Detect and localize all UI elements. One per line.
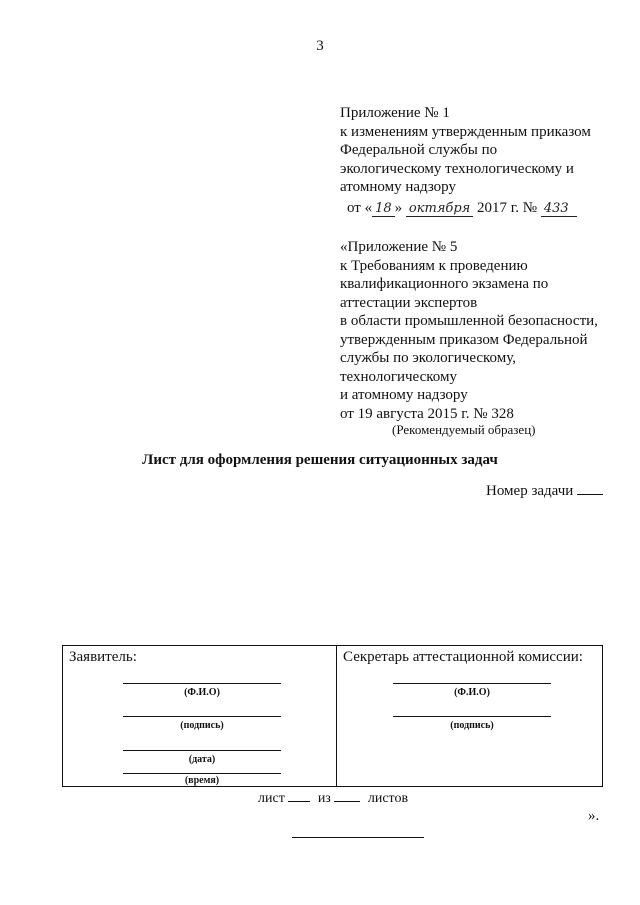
secretary-header: Секретарь аттестационной комиссии: bbox=[343, 649, 583, 665]
signature-table bbox=[62, 645, 603, 787]
appendix-5-line: технологическому bbox=[340, 368, 457, 385]
appendix-1-line: экологическому технологическому и bbox=[340, 160, 574, 177]
appendix-1-line: Федеральной службы по bbox=[340, 142, 498, 158]
field-caption: (Ф.И.О) bbox=[184, 687, 220, 698]
signature-line bbox=[123, 750, 281, 751]
date-prefix: от « bbox=[347, 199, 373, 216]
task-number-blank bbox=[577, 494, 603, 495]
applicant-signature-field bbox=[123, 716, 281, 731]
applicant-header: Заявитель: bbox=[69, 649, 137, 665]
date-year: 2017 г. № bbox=[477, 199, 538, 216]
total-sheets-blank bbox=[334, 801, 360, 802]
signature-line bbox=[393, 716, 551, 717]
field-caption: (время) bbox=[184, 775, 220, 786]
secretary-signature-field bbox=[393, 716, 551, 731]
closing-quote: ». bbox=[588, 808, 600, 824]
appendix-5-line: и атомному надзору bbox=[340, 387, 468, 403]
appendix-5-line: «Приложение № 5 bbox=[340, 239, 458, 255]
signature-line bbox=[123, 716, 281, 717]
field-caption: (подпись) bbox=[180, 720, 224, 731]
task-number-label: Номер задачи bbox=[486, 483, 574, 499]
sheets-label: листов bbox=[367, 791, 409, 806]
appendix-1-line: атомному надзору bbox=[340, 179, 456, 195]
appendix-5-line: квалификационного экзамена по bbox=[340, 276, 549, 292]
appendix-1-date-line bbox=[340, 199, 591, 218]
secretary-column bbox=[337, 646, 602, 786]
signature-line bbox=[123, 683, 281, 684]
task-number-field bbox=[486, 483, 603, 500]
appendix-5-line: в области промышленной безопасности, bbox=[340, 313, 598, 329]
applicant-date-field bbox=[123, 750, 281, 765]
sheet-label: лист bbox=[258, 791, 285, 806]
appendix-5-header bbox=[340, 238, 598, 423]
page-number: 3 bbox=[316, 38, 324, 54]
field-caption: (дата) bbox=[188, 754, 216, 765]
applicant-time-field bbox=[123, 773, 281, 786]
field-caption: (подпись) bbox=[450, 720, 494, 731]
appendix-5-line: аттестации экспертов bbox=[340, 294, 478, 311]
appendix-5-line: утвержденным приказом Федеральной bbox=[340, 331, 588, 348]
sheet-number-blank bbox=[288, 801, 310, 802]
handwritten-order-number: 433 bbox=[541, 202, 577, 217]
appendix-5-line: службы по экологическому, bbox=[340, 350, 516, 366]
applicant-name-field bbox=[123, 683, 281, 698]
sheet-count-line bbox=[258, 791, 408, 807]
appendix-1-header bbox=[340, 104, 591, 217]
recommended-sample-note: (Рекомендуемый образец) bbox=[392, 422, 536, 437]
of-label: из bbox=[317, 791, 331, 806]
signature-line bbox=[393, 683, 551, 684]
signature-line bbox=[123, 773, 281, 774]
appendix-1-line: к изменениям утвержденным приказом bbox=[340, 123, 591, 140]
handwritten-day: 18 bbox=[372, 202, 395, 217]
appendix-5-line: к Требованиям к проведению bbox=[340, 257, 528, 274]
applicant-column bbox=[63, 646, 337, 786]
appendix-1-line: Приложение № 1 bbox=[340, 105, 450, 121]
secretary-name-field bbox=[393, 683, 551, 698]
date-mid: » bbox=[394, 199, 403, 216]
appendix-5-line: от 19 августа 2015 г. № 328 bbox=[340, 405, 514, 422]
field-caption: (Ф.И.О) bbox=[454, 687, 490, 698]
handwritten-month: октября bbox=[406, 202, 473, 217]
footer-separator-line bbox=[292, 837, 424, 838]
document-title: Лист для оформления решения ситуационных задач bbox=[142, 452, 498, 468]
